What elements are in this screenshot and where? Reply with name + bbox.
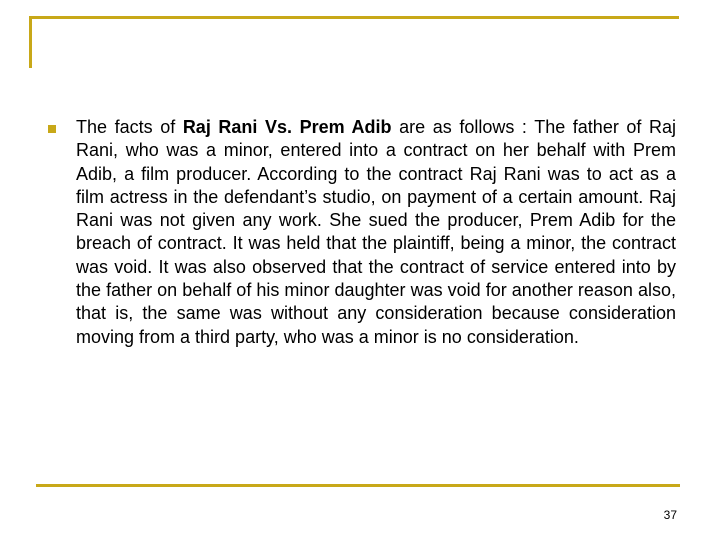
page-number: 37 bbox=[663, 508, 677, 522]
paragraph-lead: The facts of bbox=[76, 117, 183, 137]
frame-bottom-rule bbox=[36, 484, 680, 487]
frame-top-rule bbox=[29, 16, 679, 19]
case-name: Raj Rani Vs. Prem Adib bbox=[182, 117, 392, 137]
paragraph-body: are as follows : The father of Raj Rani, who was a minor, entered into a contract on her behalf with Prem Adib, a film producer. According to the contract Raj Rani was to act as a film actress in the defendant’s studio, on payment of a certain amount. Raj Rani was not given any work. She sued the producer, Prem Adib for the breach of contract. It was held that the plaintiff, being a minor, the contract was void. It was also observed that the contract of service entered into by the father on behalf of his minor daughter was void for another reason also, that is, the same was without any consideration because consideration moving from a third party, who was a minor is no consideration. bbox=[76, 117, 677, 347]
body-paragraph bbox=[76, 116, 676, 349]
square-bullet-icon bbox=[48, 125, 56, 133]
frame-left-rule bbox=[29, 16, 32, 68]
